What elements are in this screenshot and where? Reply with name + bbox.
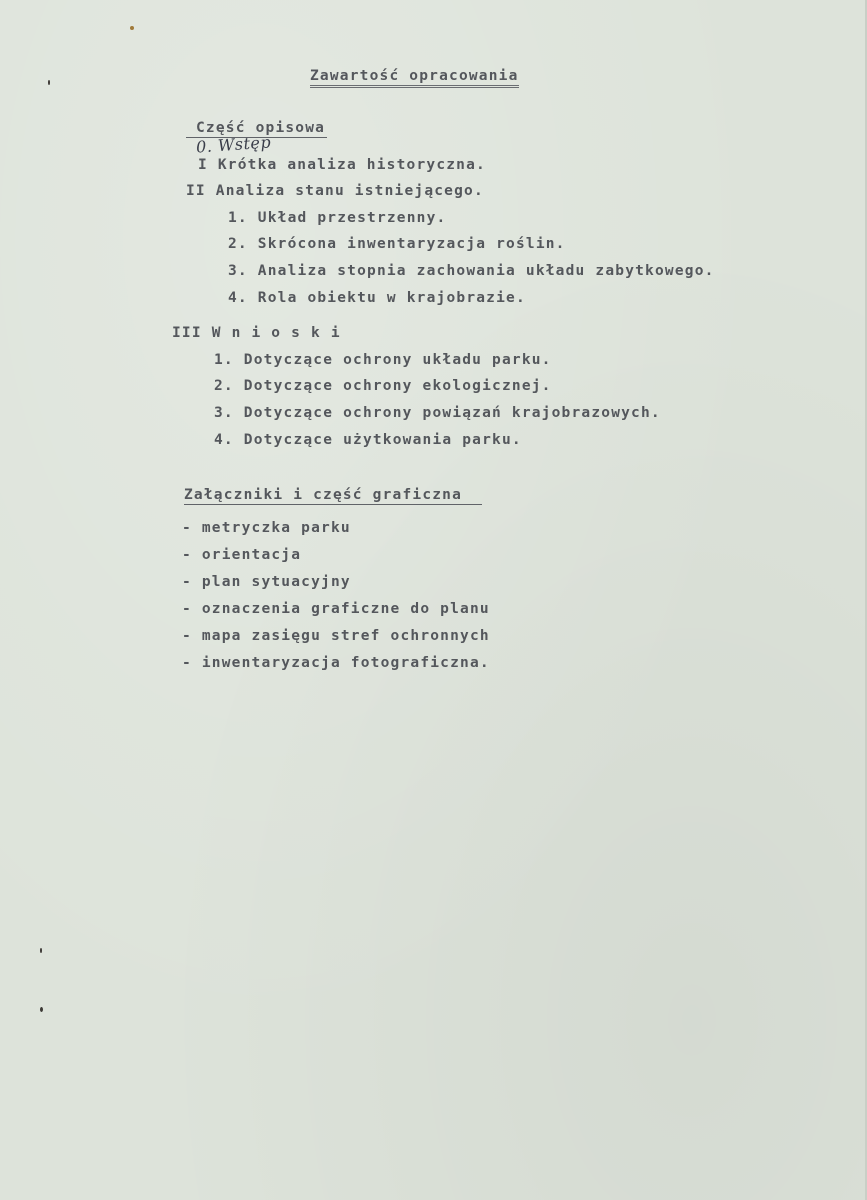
- section-heading-attachments: Załączniki i część graficzna: [184, 487, 482, 505]
- list-item: II Analiza stanu istniejącego.: [186, 183, 484, 199]
- list-item: 3. Analiza stopnia zachowania układu zabytkowego.: [228, 263, 715, 279]
- list-item: 1. Układ przestrzenny.: [228, 210, 447, 226]
- ink-speck: [40, 1007, 43, 1012]
- list-item: - plan sytuacyjny: [182, 574, 351, 590]
- list-item: 2. Skrócona inwentaryzacja roślin.: [228, 236, 566, 252]
- list-item: - inwentaryzacja fotograficzna.: [182, 655, 490, 671]
- list-item: 3. Dotyczące ochrony powiązań krajobrazowych.: [214, 405, 661, 421]
- list-item: - orientacja: [182, 547, 302, 563]
- section-heading-descriptive: Część opisowa: [186, 120, 327, 138]
- list-item: - mapa zasięgu stref ochronnych: [182, 628, 490, 644]
- list-item: - oznaczenia graficzne do planu: [182, 601, 490, 617]
- list-item: - metryczka parku: [182, 520, 351, 536]
- ink-speck: [40, 948, 42, 953]
- ink-speck: [130, 26, 134, 30]
- list-item: III W n i o s k i: [172, 325, 341, 341]
- document-title: Zawartość opracowania: [310, 68, 519, 88]
- handwritten-note: 0. Wstęp: [195, 132, 272, 157]
- list-item: 4. Rola obiektu w krajobrazie.: [228, 290, 526, 306]
- list-item: I Krótka analiza historyczna.: [198, 157, 486, 173]
- ink-speck: [48, 80, 50, 85]
- list-item: 1. Dotyczące ochrony układu parku.: [214, 352, 552, 368]
- list-item: 2. Dotyczące ochrony ekologicznej.: [214, 378, 552, 394]
- list-item: 4. Dotyczące użytkowania parku.: [214, 432, 522, 448]
